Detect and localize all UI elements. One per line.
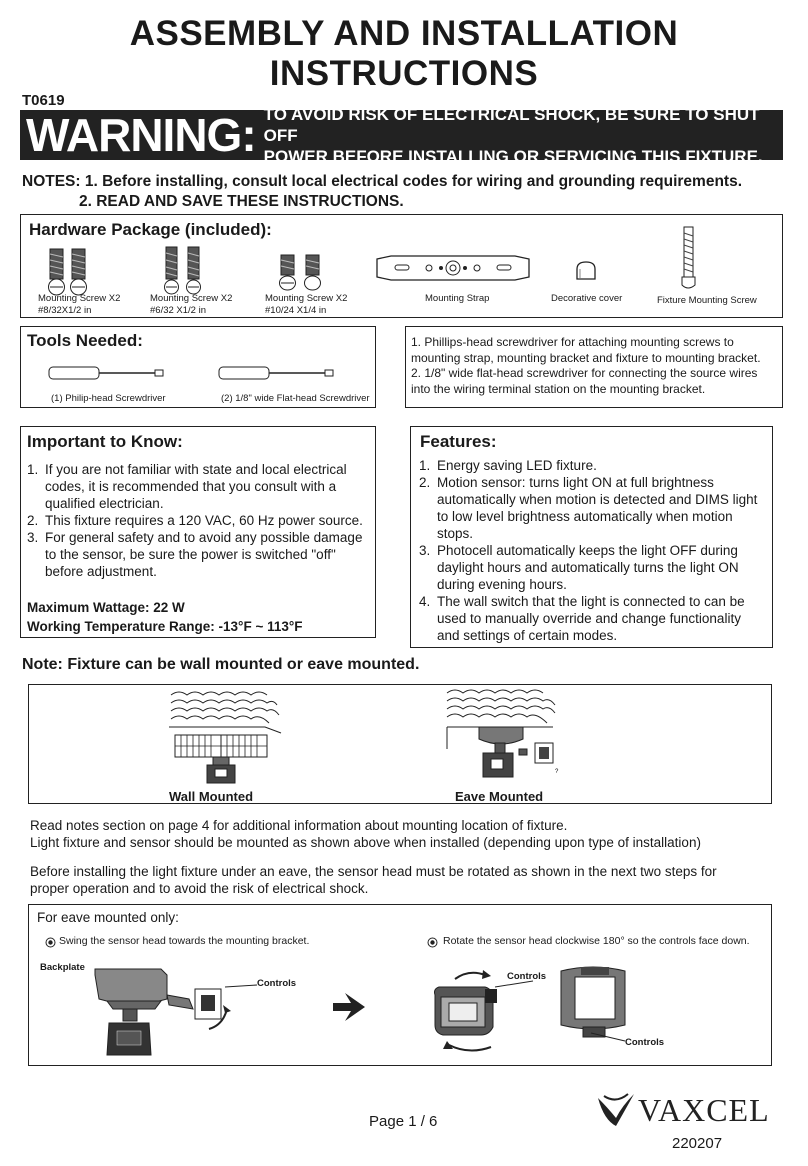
features-title: Features: — [420, 432, 497, 451]
svg-text:?: ? — [555, 769, 559, 775]
read-notes-line-2: Light fixture and sensor should be mounted as shown above when installed (depending upon type of installation) — [30, 835, 701, 850]
feature-item-2: 2. Motion sensor: turns light ON at full brightness automatically when motion is detected and DIMS light to low level brightness automatically when motion stops. — [419, 475, 758, 541]
important-list — [27, 461, 367, 580]
step-1-illustration — [89, 965, 259, 1065]
mounting-screw-8-32-icon — [46, 247, 92, 299]
warning-banner — [20, 104, 783, 166]
step-2-text: Rotate the sensor head clockwise 180° so the controls face down. — [443, 935, 750, 947]
mounting-note: Note: Fixture can be wall mounted or eave mounted. — [22, 656, 420, 673]
tools-needed-box — [20, 326, 376, 408]
flat-head-screwdriver-icon — [217, 365, 337, 381]
brand-name: VAXCEL — [638, 1092, 770, 1128]
fixture-mounting-screw-icon — [681, 225, 697, 293]
important-to-know-box — [20, 426, 376, 638]
warning-message — [256, 104, 783, 167]
read-notes-line-4: proper operation and to avoid the risk of electrical shock. — [30, 881, 369, 896]
warning-line-2: POWER BEFORE INSTALLING OR SERVICING THIS FIXTURE. — [263, 146, 763, 166]
features-list — [419, 457, 767, 644]
decorative-cover-icon — [574, 259, 598, 283]
tools-description: 1. Phillips-head screwdriver for attaching mounting screws to mounting strap, mounting bracket and fixture to mounting bracket. 2. 1/8" wide flat-head screwdriver for connecting the source wires into the wiring terminal station on the mounting bracket. — [411, 335, 761, 396]
read-notes-line-1: Read notes section on page 4 for additional information about mounting location of fixture. — [30, 818, 568, 833]
eave-steps-title: For eave mounted only: — [37, 910, 179, 925]
step-1-bullet-icon — [45, 937, 56, 948]
warning-line-1: TO AVOID RISK OF ELECTRICAL SHOCK, BE SURE TO SHUT OFF — [263, 104, 760, 145]
important-item-2: 2. This fixture requires a 120 VAC, 60 Hz power source. — [27, 513, 363, 528]
tool-2-label: (2) 1/8" wide Flat-head Screwdriver — [221, 393, 370, 404]
controls-label-2: Controls — [507, 971, 547, 982]
eave-mounted-label: Eave Mounted — [455, 789, 544, 804]
important-title: Important to Know: — [27, 432, 183, 451]
important-item-1: 1. If you are not familiar with state and local electrical codes, it is recommended that you consult with a qualified electrician. — [27, 462, 347, 511]
max-wattage: Maximum Wattage: 22 W — [27, 600, 185, 615]
document-code: 220207 — [672, 1135, 723, 1152]
feature-item-4: 4. The wall switch that the light is connected to can be used to manually override and change functionality and settings of certain modes. — [419, 594, 745, 643]
controls-label-3: Controls — [625, 1037, 665, 1048]
document-title-line1: ASSEMBLY AND INSTALLATION — [129, 14, 679, 53]
notes-line-2: 2. READ AND SAVE THESE INSTRUCTIONS. — [79, 193, 404, 210]
hardware-item-3: Mounting Screw X2 #10/24 X1/4 in — [265, 293, 348, 316]
mounting-screw-6-32-icon — [161, 245, 207, 299]
document-title-line2: INSTRUCTIONS — [269, 54, 539, 93]
tools-needed-title: Tools Needed: — [27, 331, 143, 350]
tool-1-label: (1) Philip-head Screwdriver — [51, 393, 166, 404]
step-1-text: Swing the sensor head towards the mounting bracket. — [59, 935, 310, 947]
notes-section — [22, 172, 742, 212]
phillips-screwdriver-icon — [47, 365, 167, 381]
controls-leader-line — [589, 1031, 629, 1045]
features-box — [410, 426, 773, 648]
eave-steps-box — [28, 904, 772, 1066]
feature-item-3: 3. Photocell automatically keeps the light OFF during daylight hours and automatically turns the light ON during evening hours. — [419, 543, 739, 592]
temperature-range: Working Temperature Range: -13°F ~ 113°F — [27, 619, 303, 634]
warning-label: WARNING: — [26, 109, 256, 161]
hardware-item-2: Mounting Screw X2 #6/32 X1/2 in — [150, 293, 233, 316]
mounting-strap-icon — [373, 253, 533, 283]
wall-mounted-diagram — [169, 687, 289, 787]
hardware-item-6: Fixture Mounting Screw — [657, 295, 757, 306]
backplate-label: Backplate — [40, 962, 85, 973]
controls-label-1: Controls — [257, 978, 297, 989]
hardware-item-5: Decorative cover — [551, 293, 623, 304]
notes-line-1: NOTES: 1. Before installing, consult local electrical codes for wiring and grounding requirements. — [22, 173, 743, 190]
mounting-screw-10-24-icon — [276, 253, 326, 295]
page-number: Page 1 / 6 — [369, 1113, 438, 1130]
feature-item-1: 1. Energy saving LED fixture. — [419, 458, 597, 473]
right-arrow-icon — [331, 991, 367, 1023]
document-number: T0619 — [22, 92, 65, 109]
hardware-item-1: Mounting Screw X2 #8/32X1/2 in — [38, 293, 121, 316]
read-notes-line-3: Before installing the light fixture under an eave, the sensor head must be rotated as shown in the next two steps for — [30, 864, 717, 879]
important-item-3: 3. For general safety and to avoid any possible damage to the sensor, be sure the power is switched "off" before adjustment. — [27, 530, 363, 579]
hardware-package-title: Hardware Package (included): — [29, 220, 272, 239]
tools-description-box — [405, 326, 783, 408]
vaxcel-logo-icon — [594, 1090, 638, 1130]
hardware-item-4: Mounting Strap — [425, 293, 490, 304]
step-2-bullet-icon — [427, 937, 438, 948]
eave-mounted-diagram — [443, 687, 563, 787]
mounting-diagram-box — [28, 684, 772, 804]
hardware-package-box — [20, 214, 783, 318]
wall-mounted-label: Wall Mounted — [169, 789, 254, 804]
